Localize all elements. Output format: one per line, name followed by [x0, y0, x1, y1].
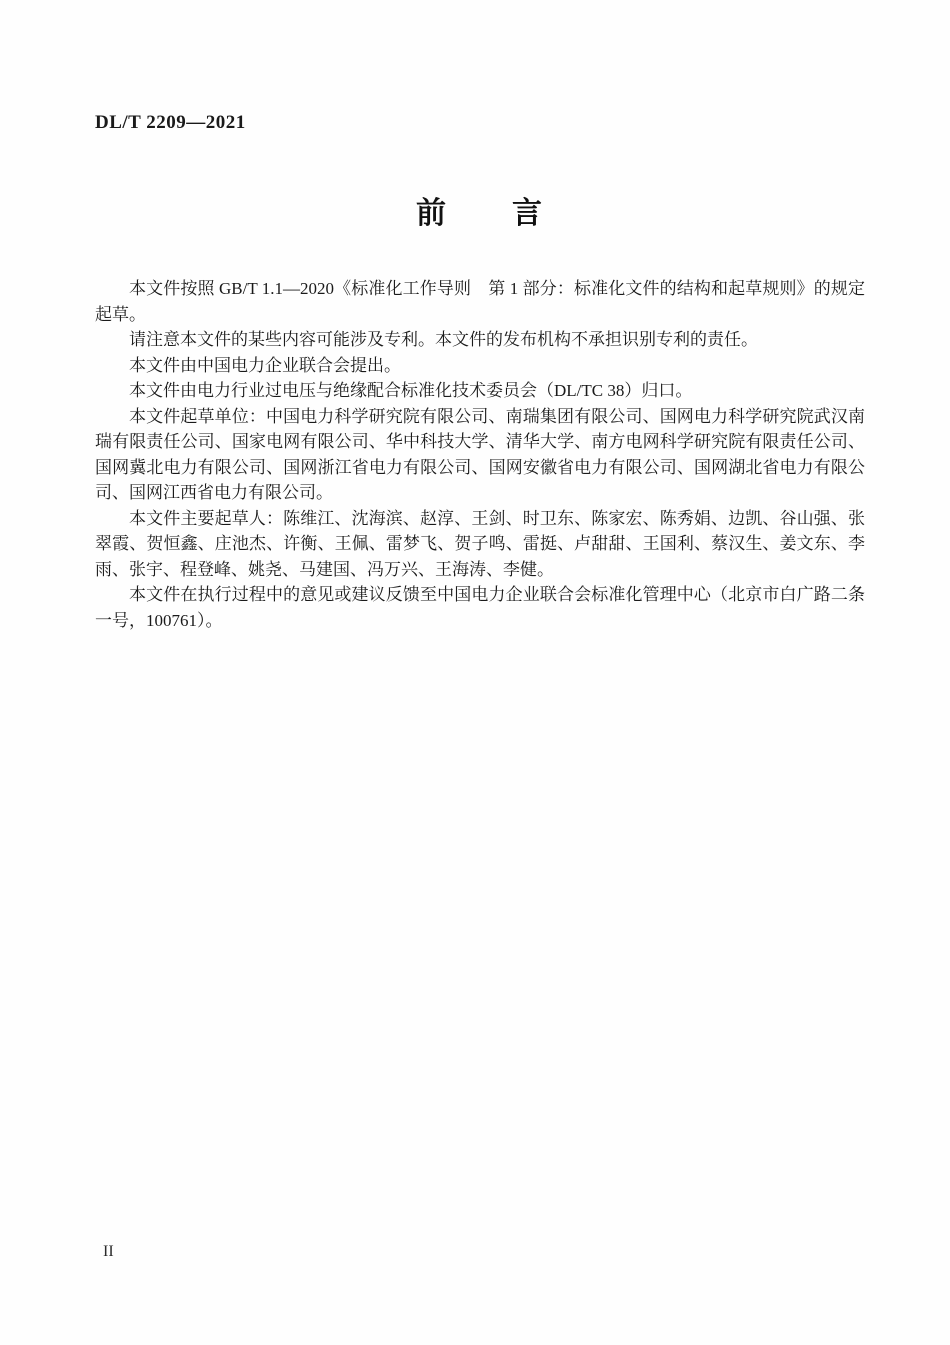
- paragraph-drafting-basis: 本文件按照 GB/T 1.1—2020《标准化工作导则 第 1 部分：标准化文件的结构和起草规则》的规定起草。: [95, 279, 865, 324]
- standard-number: DL/T 2209—2021: [95, 112, 246, 133]
- foreword-body: [95, 276, 865, 633]
- paragraph-centralized-by: 本文件由电力行业过电压与绝缘配合标准化技术委员会（DL/TC 38）归口。: [129, 381, 693, 400]
- page-number: II: [103, 1243, 114, 1260]
- paragraph-patent-notice: 请注意本文件的某些内容可能涉及专利。本文件的发布机构不承担识别专利的责任。: [129, 330, 758, 349]
- paragraph-feedback-address: 本文件在执行过程中的意见或建议反馈至中国电力企业联合会标准化管理中心（北京市白广路二条一号，100761）。: [95, 585, 865, 630]
- paragraph-drafting-organizations: 本文件起草单位：中国电力科学研究院有限公司、南瑞集团有限公司、国网电力科学研究院武汉南瑞有限责任公司、国家电网有限公司、华中科技大学、清华大学、南方电网科学研究院有限责任公司、国网冀北电力有限公司、国网浙江省电力有限公司、国网安徽省电力有限公司、国网湖北省电力有限公司、国网江西省电力有限公司。: [95, 406, 865, 502]
- paragraph-proposed-by: 本文件由中国电力企业联合会提出。: [129, 355, 401, 375]
- page-title: 前 言: [416, 197, 544, 230]
- doc-header: [95, 112, 246, 134]
- paragraph-main-drafters: 本文件主要起草人：陈维江、沈海滨、赵淳、王剑、时卫东、陈家宏、陈秀娟、边凯、谷山强、张翠霞、贺恒鑫、庄池杰、许衡、王佩、雷梦飞、贺子鸣、雷挺、卢甜甜、王国利、蔡汉生、姜文东、李雨、张宇、程登峰、姚尧、马建国、冯万兴、王海涛、李健。: [95, 508, 865, 579]
